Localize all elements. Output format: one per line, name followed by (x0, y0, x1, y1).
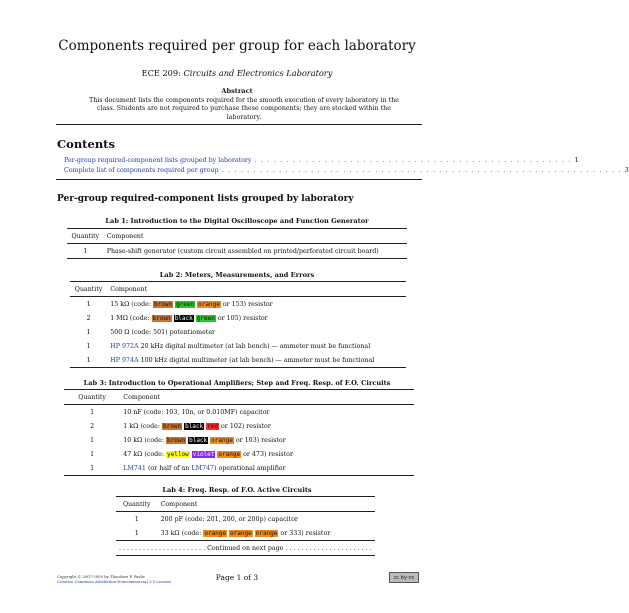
col-header-component: Component (123, 393, 161, 401)
value-text: 1 MΩ (code: (110, 314, 150, 322)
band-chip: black (174, 314, 193, 322)
band-chip: brown (163, 422, 182, 430)
suffix-text: or 105) resistor (217, 314, 268, 322)
band-chip: black (185, 422, 204, 430)
table-row (70, 297, 406, 312)
contents-heading: Contents (57, 137, 115, 151)
abstract-heading: Abstract (221, 87, 253, 95)
qty-cell: 1 (86, 356, 91, 364)
value-text: 47 kΩ (code: (123, 450, 164, 458)
qty-cell: 1 (90, 408, 95, 416)
multimeter-link[interactable]: HP 972A (110, 342, 139, 350)
value-text: 15 kΩ (code: (110, 300, 151, 308)
toc-entry-page: 1 (574, 157, 579, 164)
qty-cell: 2 (86, 314, 91, 322)
band-chip: violet (192, 450, 215, 458)
band-chip: orange (218, 450, 241, 458)
suffix-text: or 333) resistor (280, 529, 331, 537)
lab1-table (67, 228, 407, 259)
component-cell (107, 311, 406, 325)
qty-cell: 1 (86, 342, 91, 350)
qty-cell: 1 (86, 300, 91, 308)
component-cell: Phase-shift generator (custom circuit assembled on printed/perforated circuit board) (106, 247, 379, 255)
qty-cell: 1 (90, 464, 95, 472)
continued-note: . . . . . . . . . . . . . . . . . . . . . . Continued on next page . . . . . . . . . . . . . . . . . . . . . . (119, 544, 372, 552)
col-header-component: Component (106, 232, 144, 240)
band-chip: green (196, 314, 215, 322)
lab3-caption: Lab 3: Introduction to Operational Amplifiers; Step and Freq. Resp. of F.O. Circuits (83, 379, 391, 387)
toc-entry-label[interactable]: Per-group required-component lists grouped by laboratory (64, 157, 252, 164)
qty-cell: 1 (134, 515, 139, 523)
suffix-text: or 102) resistor (221, 422, 271, 430)
qty-cell: 1 (83, 247, 88, 255)
table-row (116, 526, 375, 541)
copyright-text: Copyright © 2007-2009 by Theodore P. Pavlic (57, 574, 146, 579)
page-number: Page 1 of 3 (215, 573, 259, 582)
table-row (64, 433, 414, 447)
band-chip: red (207, 422, 218, 430)
toc-dot-leader: . . . . . . . . . . . . . . . . . . . . . . . . . . . . . . . . . . . . . . . . . . . . . . . . . . (254, 157, 572, 164)
component-cell (107, 353, 406, 368)
table-row (70, 311, 406, 325)
band-chip: orange (255, 529, 278, 537)
lab2-caption: Lab 2: Meters, Measurements, and Errors (159, 271, 315, 279)
component-cell: 10 nF (code: 103, 10n, or 0.010MF) capacitor (123, 408, 270, 416)
component-cell (120, 447, 414, 461)
suffix-text: ) operational amplifier (213, 464, 286, 472)
multimeter-link[interactable]: HP 974A (110, 356, 139, 364)
course-subtitle (0, 68, 474, 78)
band-chip: brown (152, 314, 171, 322)
toc-entry-label[interactable]: Complete list of components required per group (64, 167, 219, 174)
suffix-text: or 473) resistor (243, 450, 293, 458)
value-text: 1 kΩ (code: (123, 422, 160, 430)
lab4-caption: Lab 4: Freq. Resp. of F.O. Active Circuits (162, 486, 312, 494)
band-chip: green (176, 300, 195, 308)
table-row (64, 405, 414, 420)
suffix-text: (or half of an (147, 464, 190, 472)
table-row (67, 244, 407, 259)
col-header-component: Component (110, 285, 148, 293)
col-header-quantity: Quantity (71, 232, 100, 240)
qty-cell: 1 (86, 328, 91, 336)
suffix-text: or 153) resistor (222, 300, 273, 308)
abstract-text: This document lists the components required for the smooth execution of every laboratory in the class. Students are not required to purchase these components; they are stocked within the laboratory. (89, 97, 399, 121)
opamp-link[interactable]: LM741 (123, 464, 146, 472)
component-cell (158, 526, 375, 541)
toc-dot-leader: . . . . . . . . . . . . . . . . . . . . . . . . . . . . . . . . . . . . . . . . . . . . . . . . . . . . . . . . . . . . . . . (221, 167, 622, 174)
course-name: Circuits and Electronics Laboratory (183, 68, 333, 78)
lab4-table (116, 496, 375, 556)
qty-cell: 1 (90, 436, 95, 444)
col-header-quantity: Quantity (122, 500, 151, 508)
col-header-quantity: Quantity (74, 285, 103, 293)
component-cell: 500 Ω (code: 501) potentiometer (110, 328, 216, 336)
component-cell (107, 339, 406, 353)
toc-entry[interactable] (64, 167, 629, 174)
value-text: 33 kΩ (code: (160, 529, 202, 537)
band-chip: yellow (167, 450, 189, 458)
table-row (70, 339, 406, 353)
band-chip: orange (211, 436, 233, 444)
table-row (64, 419, 414, 433)
lab3-table (64, 389, 414, 476)
suffix-text: 20 kHz digital multimeter (at lab bench) — ammeter must be functional (140, 342, 371, 350)
table-row (116, 512, 375, 527)
value-text: 10 kΩ (code: (123, 436, 164, 444)
band-chip: brown (153, 300, 173, 308)
band-chip: brown (167, 436, 186, 444)
course-code: ECE 209: (141, 68, 181, 78)
component-cell (120, 433, 414, 447)
table-row (64, 461, 414, 476)
toc-entry-page: 3 (624, 167, 629, 174)
section-heading: Per-group required-component lists grouped by laboratory (57, 194, 354, 204)
suffix-text: or 103) resistor (235, 436, 286, 444)
continued-text: Continued on next page (207, 544, 284, 552)
band-chip: black (189, 436, 208, 444)
lab1-caption: Lab 1: Introduction to the Digital Oscilloscope and Function Generator (105, 217, 369, 225)
divider-rule (56, 179, 422, 180)
qty-cell: 1 (134, 529, 139, 537)
table-row (70, 353, 406, 368)
component-cell (120, 461, 414, 476)
qty-cell: 2 (90, 422, 95, 430)
col-header-component: Component (160, 500, 198, 508)
table-row (64, 447, 414, 461)
qty-cell: 1 (90, 450, 95, 458)
component-cell (120, 419, 414, 433)
continued-row (116, 541, 375, 556)
document-title: Components required per group for each laboratory (58, 38, 416, 54)
toc-entry[interactable] (64, 157, 579, 164)
band-chip: orange (230, 529, 252, 537)
divider-rule (56, 124, 422, 125)
col-header-quantity: Quantity (78, 393, 106, 401)
component-cell: 200 pF (code: 201, 200, or 200p) capacitor (160, 515, 298, 523)
table-row (70, 325, 406, 339)
cc-license-badge[interactable]: cc by-nc (389, 572, 419, 583)
opamp-link[interactable]: LM747 (191, 464, 214, 472)
suffix-text: 100 kHz digital multimeter (at lab bench) — ammeter must be functional (140, 356, 375, 364)
lab2-table (70, 281, 406, 368)
band-chip: orange (204, 529, 226, 537)
license-link[interactable]: Creative Commons Attribution-Noncommercial 3.0 License (57, 579, 171, 584)
band-chip: orange (198, 300, 220, 308)
component-cell (107, 297, 406, 312)
